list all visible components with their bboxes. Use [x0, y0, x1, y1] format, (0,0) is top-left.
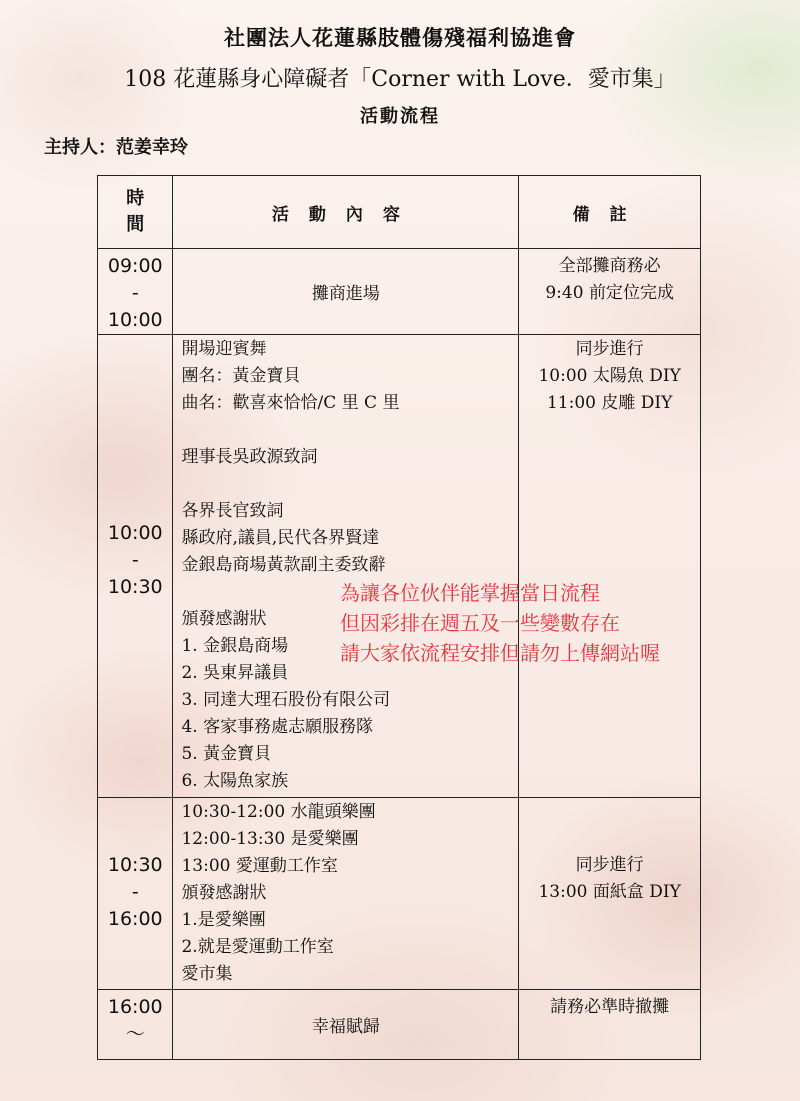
row-note [519, 798, 701, 990]
row-time [98, 798, 173, 990]
activity-line: 頒發感謝狀 [181, 883, 267, 903]
schedule-subtitle: 活動流程 [360, 106, 440, 127]
row-activity [173, 249, 519, 335]
blank-line [181, 471, 518, 498]
activity-line: 13:00 愛運動工作室 [181, 856, 338, 876]
time-sep: - [131, 881, 139, 903]
activity-line: 理事長吳政源致詞 [181, 447, 318, 467]
note-line: 11:00 皮雕 DIY [546, 393, 673, 413]
table-row [98, 335, 701, 798]
activity-line: 頒發感謝狀 [181, 609, 267, 629]
time-start: 10:30 [107, 854, 163, 876]
table-row [98, 798, 701, 990]
row-time [98, 990, 173, 1060]
time-start: 09:00 [107, 255, 163, 277]
header-activity-label: 活動內容 [271, 204, 420, 225]
red-notice-line: 為讓各位伙伴能掌握當日流程 [340, 581, 600, 605]
activity-line: 10:30-12:00 水龍頭樂團 [181, 802, 376, 822]
activity-line: 3. 同達大理石股份有限公司 [181, 690, 391, 710]
activity-line: 幸福賦歸 [311, 1017, 380, 1037]
host-label: 主持人：范姜幸玲 [44, 137, 188, 158]
row-note [519, 249, 701, 335]
time-end: 10:00 [107, 309, 163, 331]
blank-line [181, 417, 518, 444]
time-sep: - [131, 549, 139, 571]
activity-line: 各界長官致詞 [181, 501, 284, 521]
note-line: 9:40 前定位完成 [545, 283, 674, 303]
activity-line: 開場迎賓舞 [181, 339, 267, 359]
time-start: 16:00 [107, 996, 163, 1018]
note-line: 同步進行 [575, 855, 644, 875]
activity-line: 6. 太陽魚家族 [181, 771, 289, 791]
time-end: 10:30 [107, 576, 163, 598]
note-line: 10:00 太陽魚 DIY [538, 366, 681, 386]
header-note-label: 備註 [572, 204, 647, 225]
activity-line: 12:00-13:30 是愛樂團 [181, 829, 359, 849]
row-activity [173, 798, 519, 990]
activity-line: 1. 金銀島商場 [181, 636, 289, 656]
row-time [98, 335, 173, 798]
time-sep: - [131, 282, 139, 304]
activity-line: 1.是愛樂團 [181, 910, 266, 930]
activity-line: 縣政府,議員,民代各界賢達 [181, 528, 380, 548]
row-note [519, 335, 701, 798]
note-line: 全部攤商務必 [558, 256, 661, 276]
time-end: 16:00 [107, 908, 163, 930]
red-notice [340, 578, 660, 668]
row-time [98, 249, 173, 335]
activity-line: 愛市集 [181, 964, 233, 984]
activity-line: 5. 黃金寶貝 [181, 744, 272, 764]
header-time-char-1: 時 [126, 188, 145, 209]
row-activity [173, 990, 519, 1060]
organization-title: 社團法人花蓮縣肢體傷殘福利協進會 [224, 25, 576, 50]
header-time [98, 176, 173, 249]
red-notice-line: 請大家依流程安排但請勿上傳網站喔 [340, 641, 660, 665]
activity-line: 金銀島商場黃款副主委致辭 [181, 555, 386, 575]
row-activity [173, 335, 519, 798]
activity-line: 2.就是愛運動工作室 [181, 937, 334, 957]
activity-line: 攤商進場 [311, 284, 380, 304]
note-line: 請務必準時撤攤 [550, 997, 670, 1017]
activity-line: 4. 客家事務處志願服務隊 [181, 717, 374, 737]
activity-line: 2. 吳東昇議員 [181, 663, 289, 683]
note-line: 13:00 面紙盒 DIY [538, 882, 681, 902]
time-start: 10:00 [107, 522, 163, 544]
table-header-row [98, 176, 701, 249]
red-notice-line: 但因彩排在週五及一些變數存在 [340, 611, 620, 635]
table-row [98, 990, 701, 1060]
row-note [519, 990, 701, 1060]
event-title: 108 花蓮縣身心障礙者「Corner with Love．愛市集」 [124, 67, 676, 92]
header-time-char-2: 間 [126, 214, 145, 235]
header-note [519, 176, 701, 249]
activity-line: 曲名：歡喜來恰恰/C 里 C 里 [181, 393, 400, 413]
table-row [98, 249, 701, 335]
note-line: 同步進行 [575, 339, 644, 359]
activity-line: 團名：黃金寶貝 [181, 366, 301, 386]
header-activity [173, 176, 519, 249]
time-sep: ～ [125, 1023, 145, 1045]
